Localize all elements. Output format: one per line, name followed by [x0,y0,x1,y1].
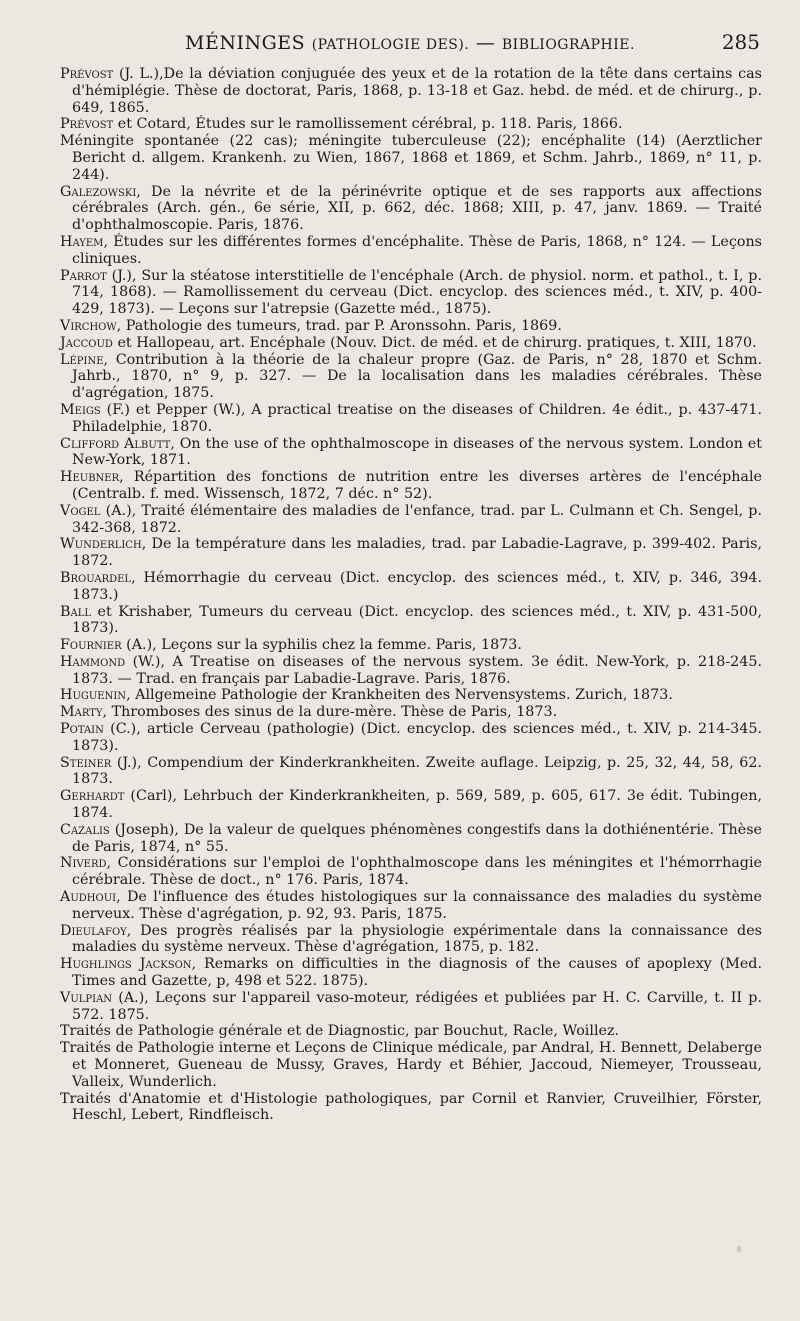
bibliography-entry [60,318,762,335]
bibliography-entry [60,822,762,856]
bibliography-entry [60,1091,762,1125]
bibliography-entry [60,469,762,503]
entry-text: , Remarks on difficulties in the diagnosis of the causes of apoplexy (Med. Times and Gazette, p, 498 et 522. 1875). [72,956,762,990]
entry-text: et Krishaber, Tumeurs du cerveau (Dict. encyclop. des sciences méd., t. XIV, p. 431-500, 1873). [72,603,762,637]
entry-text: Traités de Pathologie générale et de Diagnostic, par Bouchut, Racle, Woillez. [60,1023,620,1040]
entry-text: (C.), article Cerveau (pathologie) (Dict. encyclop. des sciences méd., t. XIV, p. 214-345. 1873). [72,721,762,754]
entry-text: , Pathologie des tumeurs, trad. par P. Aronssohn. Paris, 1869. [116,317,562,334]
bibliography-entry [60,956,762,990]
header-title-sub: (PATHOLOGIE DES). [311,37,470,53]
entry-author: Prévost [60,66,114,82]
bibliography-entry [60,654,762,688]
bibliography-entry [60,889,762,923]
bibliography-entry [60,352,762,402]
bibliography-entry [60,133,762,183]
entry-author: Dieulafoy [60,922,127,939]
entry-author: Lépine [60,351,104,368]
bibliography-entry [60,436,762,470]
bibliography-entry [60,268,762,318]
entry-author: Cazalis [60,821,110,838]
entry-text: , Répartition des fonctions de nutrition entre les diverses artères de l'encéphale (Centralb. f. med. Wissensch, 1872, 7 déc. n° 52). [72,469,762,502]
entry-author: Vogel [60,502,101,519]
entry-author: Gerhardt [60,788,125,805]
header-title-dash: — [475,32,496,54]
entry-author: Niverd [60,855,107,872]
entry-author: Huguenin [60,687,127,704]
entry-text: (J.), Compendium der Kinderkrankheiten. Zweite auflage. Leipzig, p. 25, 32, 44, 58, 62. 1873. [72,754,762,788]
entry-author: Prévost [60,116,114,133]
entry-author: Galezowski [60,183,137,200]
bibliography-list [60,66,762,1124]
bibliography-entry [60,503,762,537]
entry-author: Hayem [60,233,104,250]
entry-text: (J. L.),De la déviation conjuguée des yeux et de la rotation de la tête dans certains cas d'hémiplégie. Thèse de doctorat, Paris, 1868, p. 13-18 et Gaz. hebd. de méd. et de chirurg., p. 649, 1865. [72,66,762,116]
running-header [60,28,760,58]
entry-text: , Des progrès réalisés par la physiologie expérimentale dans la connaissance des maladies du système nerveux. Thèse d'agrégation, 1875, p. 182. [72,922,762,956]
entry-author: Potain [60,721,104,738]
entry-text: (Carl), Lehrbuch der Kinderkrankheiten, p. 569, 589, p. 605, 617. 3e édit. Tubingen, 1874. [72,788,762,822]
entry-text: et Hallopeau, art. Encéphale (Nouv. Dict. de méd. et de chirurg. pratiques, t. XIII, 1870. [112,334,757,351]
page-number: 285 [721,30,760,54]
bibliography-entry [60,570,762,604]
bibliography-entry [60,923,762,957]
entry-author: Heubner [60,469,120,486]
entry-author: Virchow [60,317,117,334]
bibliography-entry [60,990,762,1024]
bibliography-entry [60,604,762,638]
entry-author: Jaccoud [60,334,113,351]
entry-text: (A.), Leçons sur l'appareil vaso-moteur, rédigées et publiées par H. C. Carville, t. II p. 572. 1875. [72,989,762,1023]
entry-author: Hammond [60,653,126,670]
entry-author: Vulpian [60,989,113,1006]
header-title-main: MÉNINGES [185,32,306,54]
bibliography-entry [60,402,762,436]
entry-text: (A.), Leçons sur la syphilis chez la femme. Paris, 1873. [121,637,522,654]
bibliography-entry [60,1023,762,1040]
entry-text: , Études sur les différentes formes d'encéphalite. Thèse de Paris, 1868, n° 124. — Leçons cliniques. [72,233,762,267]
bibliography-entry [60,66,762,116]
bibliography-entry [60,116,762,133]
entry-author: Clifford Albutt [60,435,171,452]
paper-spot [737,1246,741,1252]
entry-author: Parrot [60,267,107,284]
bibliography-entry [60,704,762,721]
entry-text: (A.), Traité élémentaire des maladies de l'enfance, trad. par L. Culmann et Ch. Sengel, p. 342-368, 1872. [72,502,762,536]
entry-text: (W.), A Treatise on diseases of the nervous system. 3e édit. New-York, p. 218-245. 1873. — Trad. en français par Labadie-Lagrave. Paris, 1876. [72,653,762,687]
entry-text: , Hémorrhagie du cerveau (Dict. encyclop. des sciences méd., t. XIV, p. 346, 394. 1873.) [72,569,762,603]
bibliography-entry [60,536,762,570]
bibliography-entry [60,755,762,789]
entry-author: Ball [60,603,92,620]
bibliography-entry [60,721,762,755]
bibliography-entry [60,335,762,352]
entry-author: Audhoui [60,889,117,906]
bibliography-entry [60,637,762,654]
entry-author: Wunderlich [60,536,142,553]
entry-text: , Allgemeine Pathologie der Krankheiten des Nervensystems. Zurich, 1873. [126,687,673,704]
bibliography-entry [60,687,762,704]
header-title-section: BIBLIOGRAPHIE. [501,37,635,53]
entry-text: et Cotard, Études sur le ramollissement cérébral, p. 118. Paris, 1866. [113,116,623,133]
entry-text: , Considérations sur l'emploi de l'ophthalmoscope dans les méningites et l'hémorrhagie cérébrale. Thèse de doct., n° 176. Paris, 1874. [72,855,762,889]
bibliography-entry [60,184,762,234]
entry-author: Marty [60,704,103,721]
entry-text: Traités d'Anatomie et d'Histologie pathologiques, par Cornil et Ranvier, Cruveilhier, Förster, Heschl, Lebert, Rindfleisch. [60,1090,762,1124]
entry-author: Steiner [60,754,112,771]
entry-text: (Joseph), De la valeur de quelques phénomènes congestifs dans la dothiénentérie. Thèse de Paris, 1874, n° 55. [72,821,762,855]
entry-text: , On the use of the ophthalmoscope in diseases of the nervous system. London et New-York, 1871. [72,435,762,469]
entry-text: Méningite spontanée (22 cas); méningite tuberculeuse (22); encéphalite (14) (Aerztlicher Bericht d. allgem. Krankenh. zu Wien, 1867, 1868 et 1869, et Schm. Jahrb., 1869, n° 11, p. 244). [60,133,762,183]
entry-author: Fournier [60,637,122,654]
bibliography-entry [60,1040,762,1090]
entry-text: (F.) et Pepper (W.), A practical treatise on the diseases of Children. 4e édit., p. 437-471. Philadelphie, 1870. [72,401,762,435]
entry-text: Traités de Pathologie interne et Leçons de Clinique médicale, par Andral, H. Bennett, Delaberge et Monneret, Gueneau de Mussy, Graves, Hardy et Béhier, Jaccoud, Niemeyer, Trousseau, Valleix, Wunderlich. [60,1040,762,1090]
entry-text: , Thromboses des sinus de la dure-mère. Thèse de Paris, 1873. [102,704,558,721]
entry-author: Meigs [60,401,101,418]
bibliography-entry [60,234,762,268]
entry-text: , Contribution à la théorie de la chaleur propre (Gaz. de Paris, n° 28, 1870 et Schm. Jahrb., 1870, n° 9, p. 327. — De la localisation dans les maladies cérébrales. Thèse d'agrégation, 1875. [72,351,762,402]
entry-author: Brouardel [60,569,132,586]
header-title [60,32,760,54]
entry-text: , De la température dans les maladies, trad. par Labadie-Lagrave, p. 399-402. Paris, 1872. [72,536,762,570]
bibliography-entry [60,788,762,822]
entry-text: , De l'influence des études histologiques sur la connaissance des maladies du système nerveux. Thèse d'agrégation, p. 92, 93. Paris, 1875. [72,889,762,922]
entry-author: Hughlings Jackson [60,956,192,973]
bibliography-entry [60,855,762,889]
entry-text: (J.), Sur la stéatose interstitielle de l'encéphale (Arch. de physiol. norm. et pathol., t. I, p. 714, 1868). — Ramollissement du cerveau (Dict. encyclop. des sciences méd., t. XIV, p. 400-429, 1873). — Leçons sur l'atrepsie (Gazette méd., 1875). [72,267,762,318]
entry-text: , De la névrite et de la périnévrite optique et de ses rapports aux affections cérébrales (Arch. gén., 6e série, XII, p. 662, déc. 1868; XIII, p. 47, janv. 1869. — Traité d'ophthalmoscopie. Paris, 1876. [72,183,762,234]
